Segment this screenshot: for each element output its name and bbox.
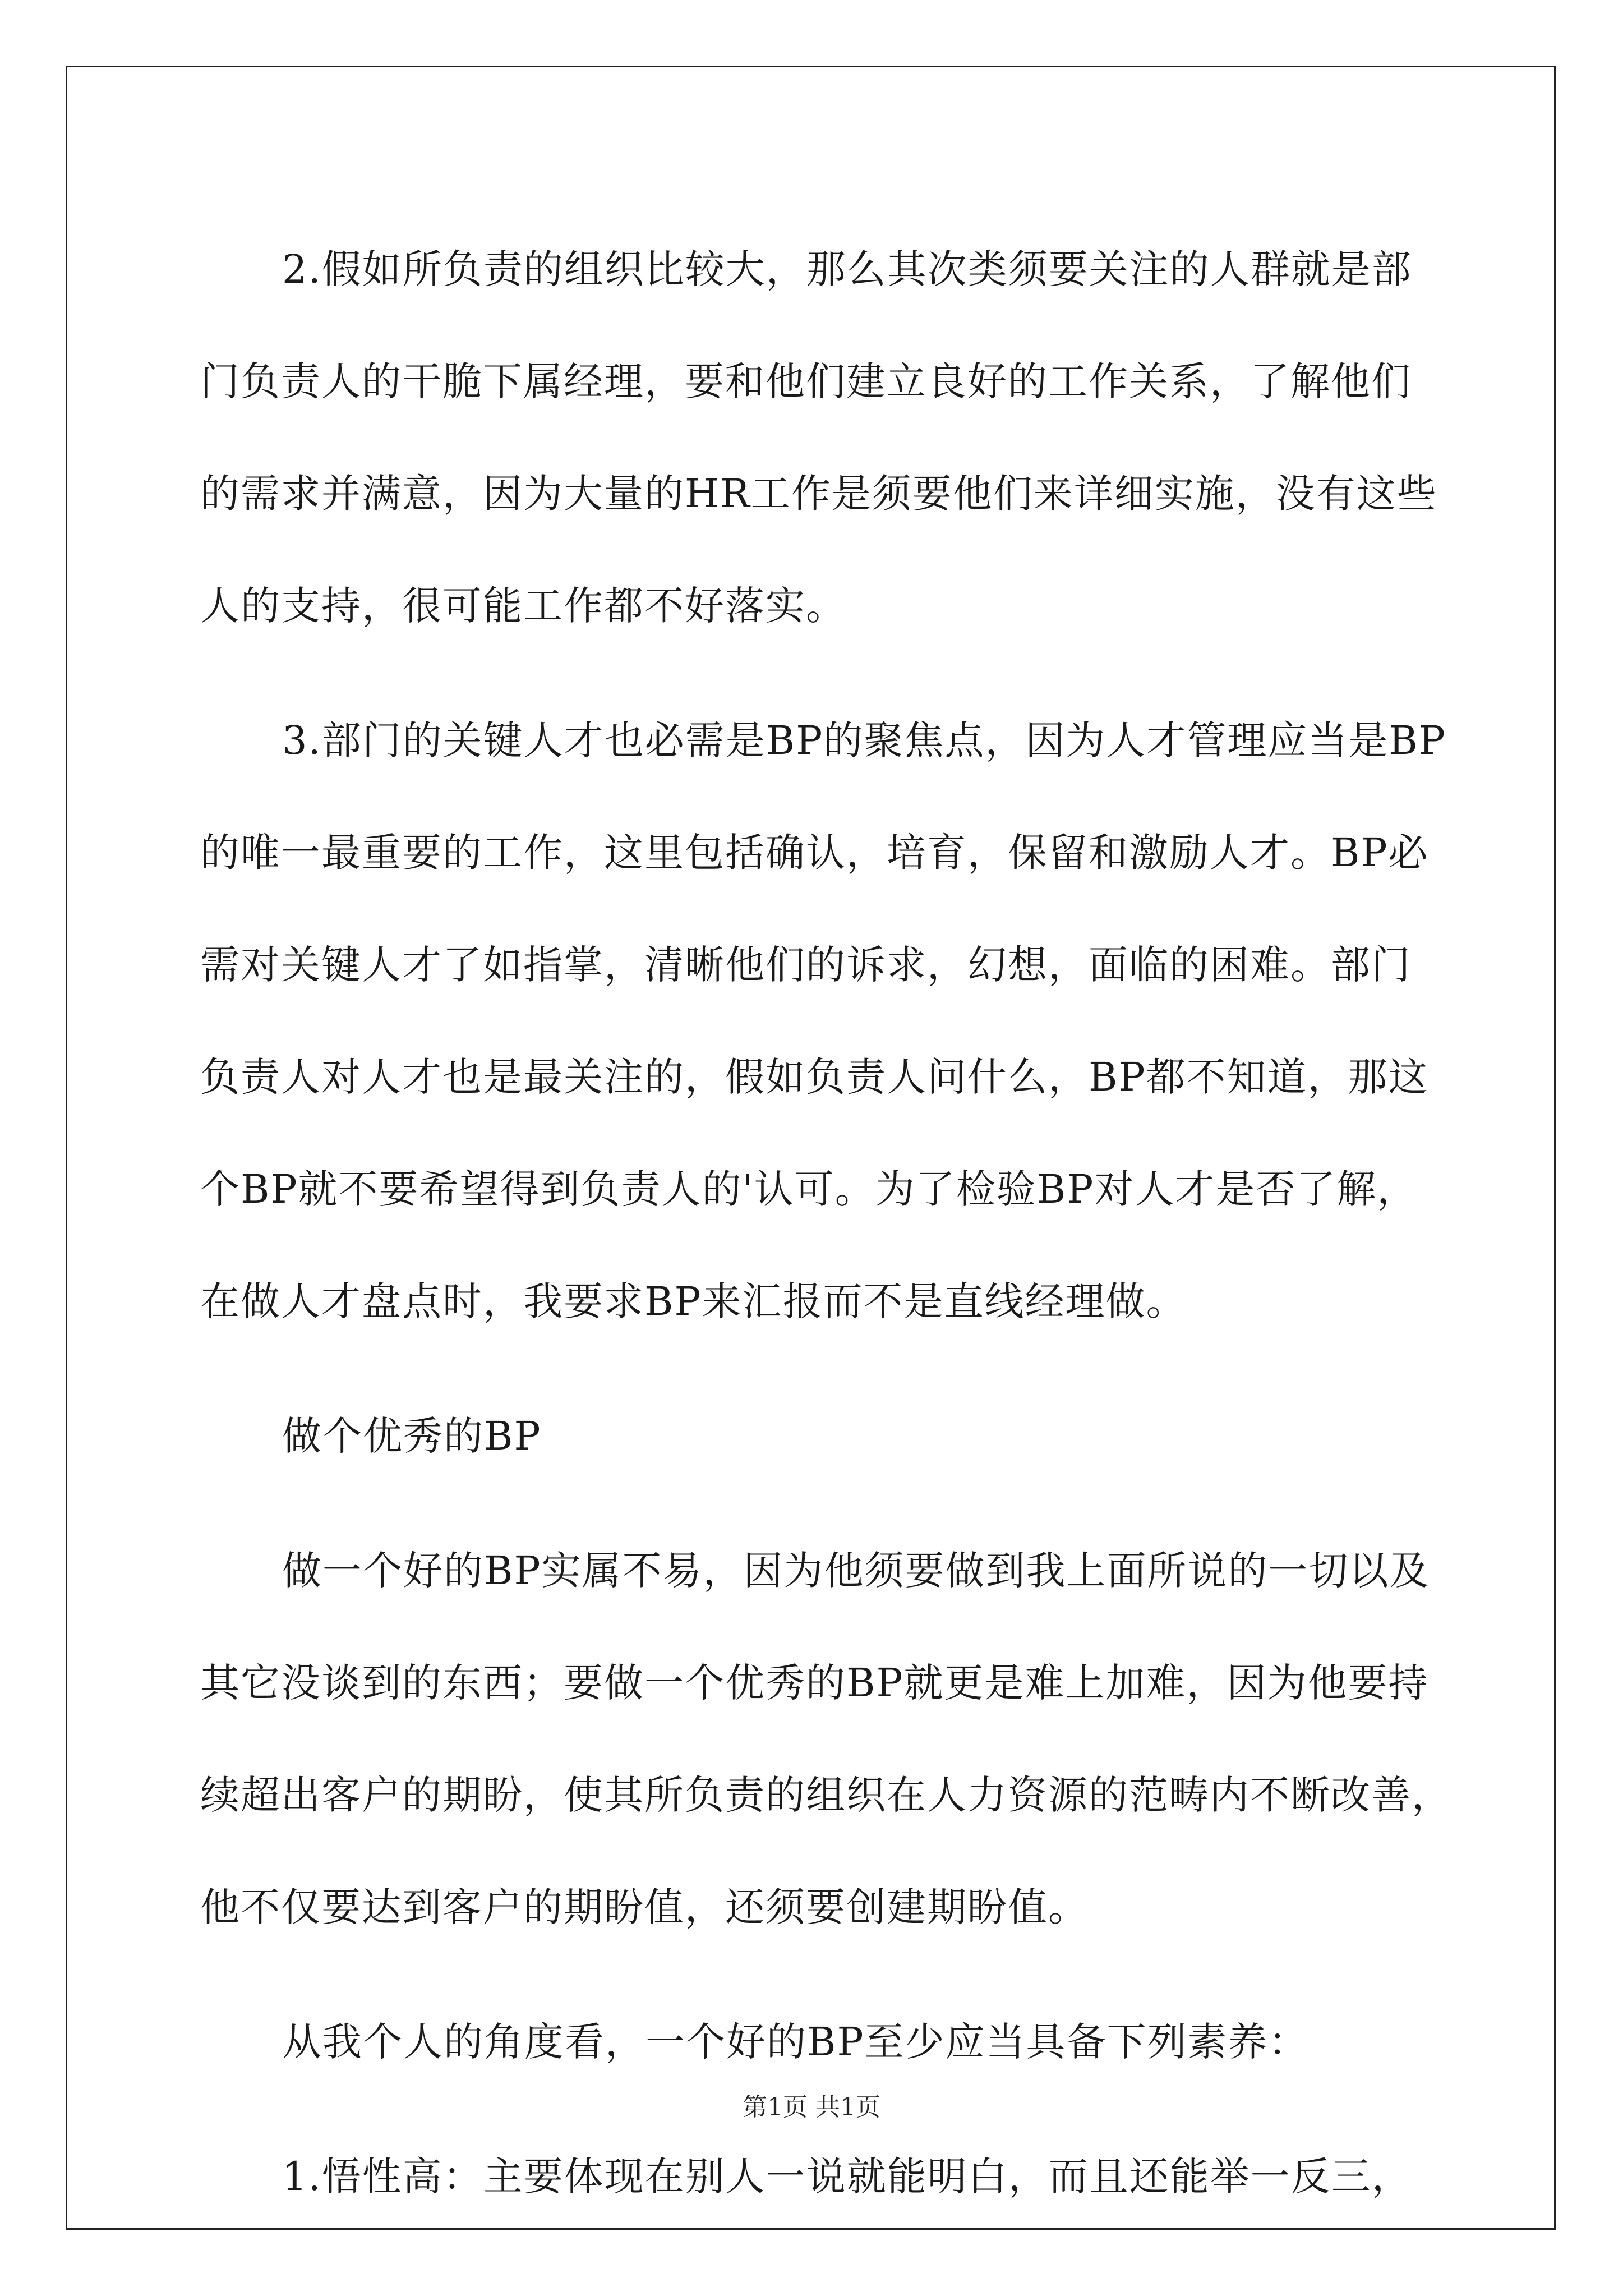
paragraph-1 (200, 213, 1437, 662)
text-line: 续超出客户的期盼，使其所负责的组织在人力资源的范畴内不断改善， (200, 1772, 1452, 1818)
text-line: 1.悟性高：主要体现在别人一说就能明白，而且还能举一反三， (282, 2154, 1412, 2200)
text-line: 他不仅要达到客户的期盼值，还须要创建期盼值。 (200, 1884, 1089, 1930)
paragraph-5 (200, 2120, 1434, 2233)
text-line: 的唯一最重要的工作，这里包括确认，培育，保留和激励人才。BP必 (200, 830, 1429, 876)
text-line: 在做人才盘点时，我要求BP来汇报而不是直线经理做。 (200, 1278, 1187, 1324)
paragraph-4 (200, 1986, 1434, 2098)
text-line: 个BP就不要希望得到负责人的'认可。为了检验BP对人才是否了解， (200, 1166, 1418, 1212)
paragraph-2 (200, 684, 1446, 1358)
paragraph-3 (200, 1515, 1452, 1963)
page-footer: 第1页 共1页 (743, 2093, 880, 2122)
text-line: 人的支持，很可能工作都不好落实。 (200, 583, 846, 629)
text-line: 其它没谈到的东西；要做一个优秀的BP就更是难上加难，因为他要持 (200, 1660, 1429, 1706)
document-body (200, 213, 1452, 2255)
text-line: 3.部门的关键人才也必需是BP的聚焦点，因为人才管理应当是BP (282, 717, 1446, 763)
text-line: 负责人对人才也是最关注的，假如负责人问什么，BP都不知道，那这 (200, 1054, 1429, 1100)
text-line: 从我个人的角度看，一个好的BP至少应当具备下列素养： (282, 2019, 1309, 2065)
text-line: 需对关键人才了如指掌，清晰他们的诉求，幻想，面临的困难。部门 (200, 942, 1412, 988)
section-heading (200, 1380, 1434, 1492)
text-line: 2.假如所负责的组织比较大，那么其次类须要关注的人群就是部 (282, 246, 1412, 292)
text-line: 的需求并满意，因为大量的HR工作是须要他们来详细实施，没有这些 (200, 471, 1437, 517)
heading-line: 做个优秀的BP (282, 1413, 542, 1459)
text-line: 门负责人的干脆下属经理，要和他们建立良好的工作关系，了解他们 (200, 358, 1412, 404)
text-line: 做一个好的BP实属不易，因为他须要做到我上面所说的一切以及 (282, 1548, 1430, 1594)
